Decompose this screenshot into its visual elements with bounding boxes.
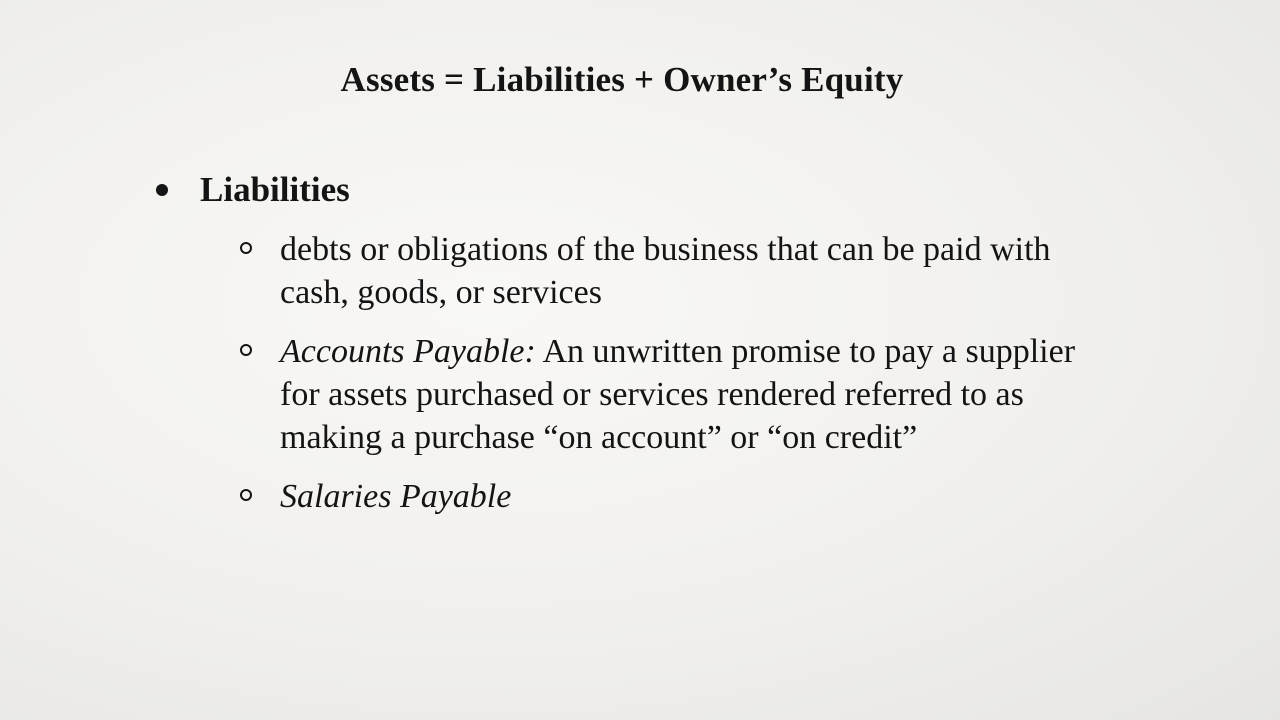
hollow-bullet-icon <box>240 489 252 501</box>
sub-item-definition <box>236 228 1116 314</box>
sub-item-text: An unwritten promise to pay a supplier for assets purchased or services rendered referred to as making a purchase “on account” or “on credit” <box>280 333 1076 456</box>
sub-item-term: Salaries Payable <box>280 478 512 515</box>
bullet-dot-icon <box>156 184 168 196</box>
sub-item-term: Accounts Payable: <box>280 333 536 370</box>
sub-item-accounts-payable <box>236 330 1116 459</box>
equation-title: Assets = Liabilities + Owner’s Equity <box>340 60 904 99</box>
bullet-liabilities <box>152 170 350 210</box>
hollow-bullet-icon <box>240 344 252 356</box>
hollow-bullet-icon <box>240 242 252 254</box>
liabilities-sub-list <box>236 228 1116 518</box>
sub-item-text: debts or obligations of the business that can be paid with cash, goods, or services <box>280 231 1051 311</box>
liabilities-heading: Liabilities <box>200 170 350 209</box>
sub-item-salaries-payable <box>236 475 1116 518</box>
